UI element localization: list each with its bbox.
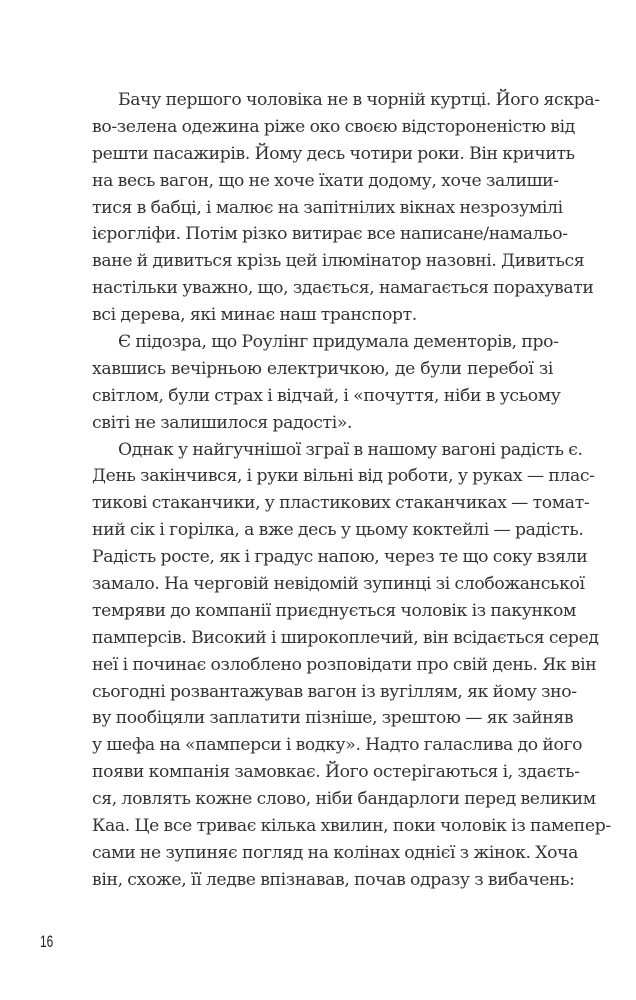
- text-line: сами не зупиняє погляд на колінах однієї з жінок. Хоча: [92, 842, 579, 863]
- text-line: Бачу першого чоловіка не в чорній куртці. Його яскра-: [118, 90, 600, 110]
- text-line: на весь вагон, що не хоче їхати додому, хоче залиши-: [92, 170, 559, 191]
- text-line: світі не залишилося радості».: [92, 412, 353, 433]
- text-line: ієрогліфи. Потім різко витирає все написане/намальо-: [92, 224, 568, 245]
- text-line: памперсів. Високий і широкоплечий, він всідається серед: [92, 627, 599, 648]
- text-line: решти пасажирів. Йому десь чотири роки. Він кричить: [92, 143, 575, 164]
- text-line: темряви до компанії приєднується чоловік із пакунком: [92, 600, 577, 621]
- text-line: Каа. Це все триває кілька хвилин, поки чоловік із памепер-: [92, 816, 611, 837]
- text-line: День закінчився, і руки вільні від роботи, у руках — плас-: [92, 466, 595, 487]
- text-line: сьогодні розвантажував вагон із вугіллям, як йому зно-: [92, 681, 577, 702]
- text-line: тикові стаканчики, у пластикових стаканчиках — томат-: [92, 493, 590, 514]
- text-line: появи компанія замовкає. Його остерігаються і, здаєть-: [92, 762, 580, 783]
- text-line: ване й дивиться крізь цей ілюмінатор назовні. Дивиться: [92, 251, 585, 272]
- text-line: настільки уважно, що, здається, намагається порахувати: [92, 278, 594, 299]
- text-line: Однак у найгучнішої зграї в нашому вагоні радість є.: [118, 439, 583, 460]
- page-number: 16: [40, 932, 54, 951]
- text-line: всі дерева, які минає наш транспорт.: [92, 305, 417, 326]
- body-text: [92, 87, 611, 894]
- text-line: замало. На черговій невідомій зупинці зі слобожанської: [92, 574, 585, 595]
- text-line: Радість росте, як і градус напою, через те що соку взяли: [92, 547, 588, 568]
- text-line: ний сік і горілка, а вже десь у цьому коктейлі — радість.: [92, 520, 584, 541]
- text-line: у шефа на «памперси і водку». Надто галаслива до його: [92, 735, 583, 756]
- text-line: світлом, були страх і відчай, і «почуття, ніби в усьому: [92, 385, 561, 406]
- text-line: тися в бабці, і малює на запітнілих вікнах незрозумілі: [92, 197, 563, 218]
- text-line: ся, ловлять кожне слово, ніби бандарлоги перед великим: [92, 789, 596, 810]
- text-line: Є підозра, що Роулінг придумала дементорів, про-: [118, 332, 559, 353]
- text-line: во-зелена одежина ріже око своєю відстороненістю від: [92, 116, 576, 137]
- text-line: ву пообіцяли заплатити пізніше, зрештою — як зайняв: [92, 708, 574, 729]
- text-line: неї і починає озлоблено розповідати про свій день. Як він: [92, 654, 597, 675]
- text-line: він, схоже, її ледве впізнавав, почав одразу з вибачень:: [92, 869, 575, 890]
- text-line: хавшись вечірньою електричкою, де були перебої зі: [92, 358, 553, 379]
